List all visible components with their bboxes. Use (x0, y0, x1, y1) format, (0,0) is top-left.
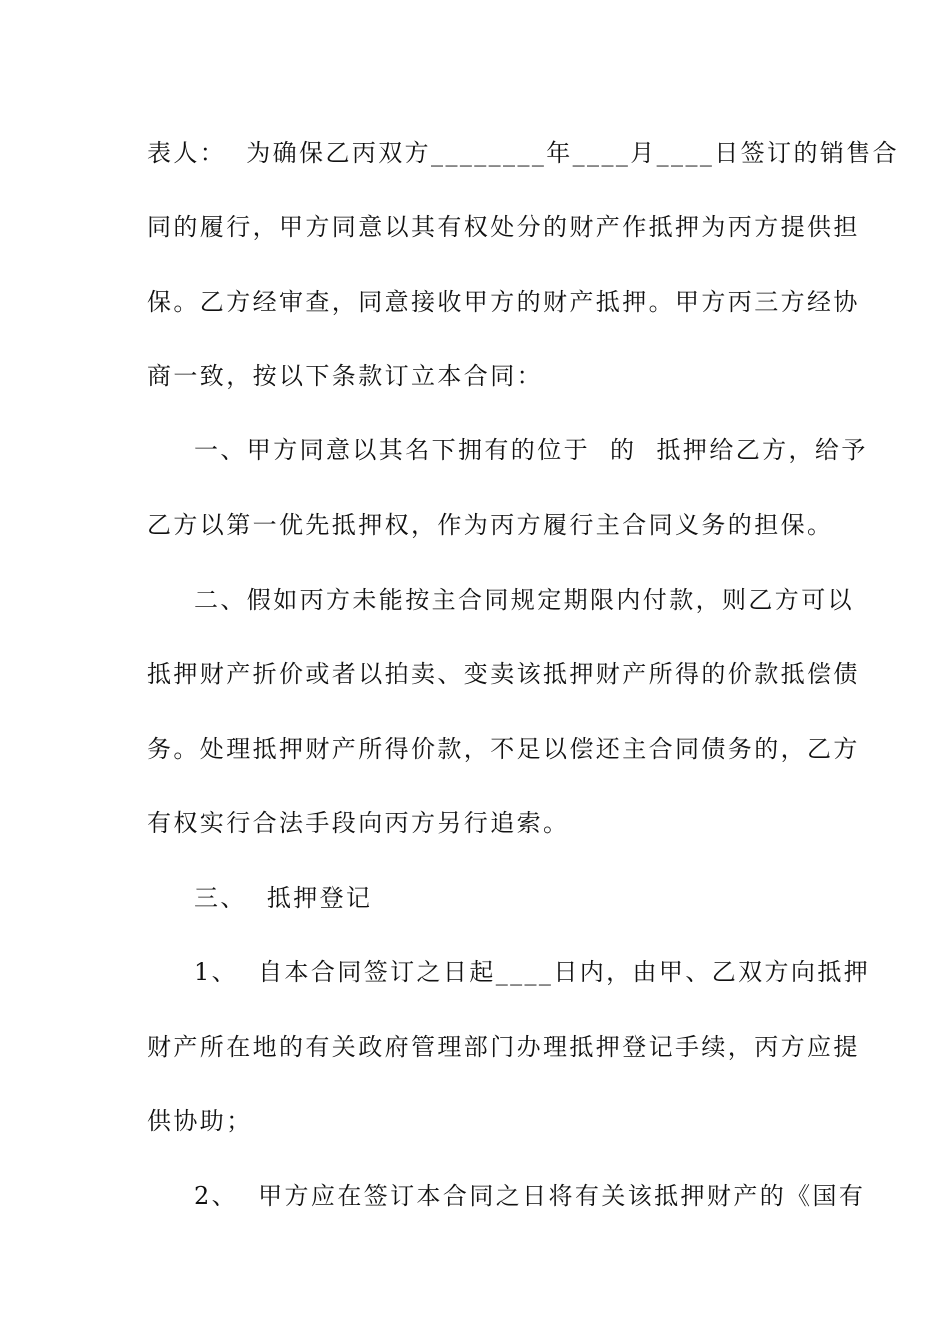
paragraph-2-line-1: 二、假如丙方未能按主合同规定期限内付款，则乙方可以 (194, 586, 854, 614)
item-2-line-1: 2、 甲方应在签订本合同之日将有关该抵押财产的《国有 (194, 1182, 866, 1210)
paragraph-1-line-2: 乙方以第一优先抵押权，作为丙方履行主合同义务的担保。 (147, 511, 834, 539)
text-line-4: 商一致，按以下条款订立本合同： (147, 362, 543, 390)
paragraph-2-line-3: 务。处理抵押财产所得价款，不足以偿还主合同债务的，乙方 (147, 735, 860, 763)
paragraph-2-line-4: 有权实行合法手段向丙方另行追索。 (147, 809, 570, 837)
item-1-line-2: 财产所在地的有关政府管理部门办理抵押登记手续，丙方应提 (147, 1033, 860, 1061)
text-line-1: 表人： 为确保乙丙双方________年____月____日签订的销售合 (147, 139, 900, 167)
item-1-line-1: 1、 自本合同签订之日起____日内，由甲、乙双方向抵押 (194, 958, 871, 986)
item-1-line-3: 供协助； (147, 1107, 253, 1135)
section-heading: 三、 抵押登记 (194, 884, 373, 912)
paragraph-2-line-2: 抵押财产折价或者以拍卖、变卖该抵押财产所得的价款抵偿债 (147, 660, 860, 688)
paragraph-1-line-1: 一、甲方同意以其名下拥有的位于 的 抵押给乙方，给予 (194, 436, 868, 464)
text-line-2: 同的履行，甲方同意以其有权处分的财产作抵押为丙方提供担 (147, 213, 860, 241)
text-line-3: 保。乙方经审查，同意接收甲方的财产抵押。甲方丙三方经协 (147, 288, 860, 316)
